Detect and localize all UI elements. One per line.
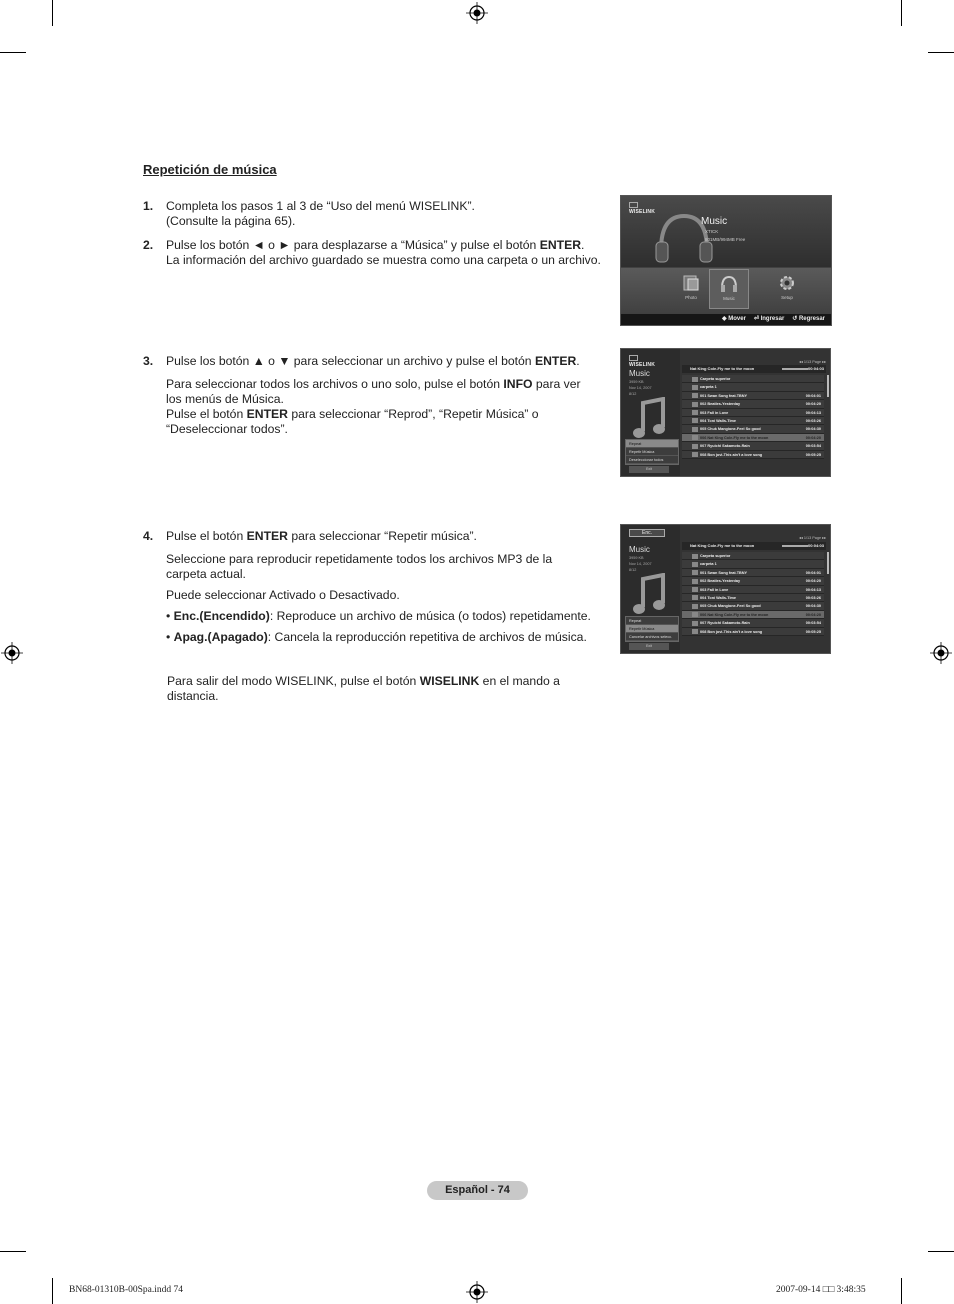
gear-icon — [777, 273, 797, 293]
step-4 — [143, 529, 603, 651]
crop-mark — [0, 52, 26, 53]
exit-button[interactable]: Exit — [629, 643, 669, 650]
now-playing — [682, 365, 826, 373]
exit-note — [167, 674, 587, 704]
device-name: XTICK — [705, 229, 719, 234]
option-deselect-all[interactable]: Deseleccionar todos — [626, 456, 678, 464]
step-text: para seleccionar “Repetir música”. — [287, 529, 477, 543]
headphones-icon — [719, 274, 739, 294]
menu-label: Music — [723, 296, 735, 301]
step-text: . — [576, 354, 580, 368]
screen-title: Music — [701, 216, 728, 227]
list-item[interactable]: 005 Chuk Mangione-Feel So good 00:04:30 — [682, 425, 824, 433]
progress-bar — [782, 368, 808, 370]
left-pane — [621, 349, 680, 476]
step-key: ENTER — [534, 354, 577, 368]
crop-mark — [928, 52, 954, 53]
step-text: Para seleccionar todos los archivos o uno solo, pulse el botón — [166, 377, 504, 391]
list-item[interactable]: carpeta 1 — [682, 383, 824, 391]
music-list-screen — [620, 348, 831, 477]
menu-setup[interactable] — [767, 269, 807, 309]
file-list-pane — [680, 525, 830, 653]
step-number: 1. — [143, 199, 154, 213]
step-text: Pulse los botón ◄ o ► para desplazarse a “Música” y pulse el botón — [166, 238, 540, 252]
music-note-icon — [633, 573, 667, 617]
list-item[interactable]: carpeta 1 — [682, 560, 824, 568]
option-repeat[interactable]: Repeat — [626, 440, 678, 448]
note-text: Para salir del modo WISELINK, pulse el botón — [167, 674, 420, 688]
list-item[interactable]: 008 Bon jovi-This ain't a love song 00:05:25 — [682, 451, 824, 459]
crop-mark — [928, 1251, 954, 1252]
page-number: Español - 74 — [427, 1181, 528, 1200]
note-key: WISELINK — [419, 674, 480, 688]
crop-mark — [901, 1278, 902, 1304]
step-key: ENTER — [246, 529, 288, 543]
options-popup — [625, 616, 679, 642]
music-note-icon — [633, 397, 667, 441]
scrollbar[interactable] — [827, 375, 829, 397]
file-size: 3959 KB — [629, 380, 644, 384]
menu-label: Photo — [685, 295, 697, 300]
list-item[interactable]: 003 Fall in Love 00:04:13 — [682, 586, 824, 594]
file-date: Nov 14, 2007 — [629, 562, 652, 566]
print-timestamp: 2007-09-14 □□ 3:48:35 — [776, 1285, 866, 1295]
menu-music[interactable] — [709, 269, 749, 309]
list-item[interactable]: 006 Nat King Cole-Fly me to the moon 00:04:20 — [682, 611, 824, 619]
file-rows — [682, 375, 824, 459]
file-list-pane — [680, 349, 830, 476]
page-indicator: ◂◂ 1/13 Page ▸▸ — [798, 536, 826, 540]
step-number: 2. — [143, 238, 154, 252]
menu-photo[interactable] — [671, 269, 711, 309]
step-text: Completa los pasos 1 al 3 de “Uso del menú WISELINK”. — [166, 199, 475, 213]
step-1 — [143, 199, 603, 229]
option-cancel-selected[interactable]: Cancelar archivos selecc. — [626, 633, 678, 641]
screen-title: Music — [629, 545, 650, 554]
step-text: para ver los menús de Música. — [166, 377, 581, 406]
list-item[interactable]: 004 Toni Walls-Time 00:03:26 — [682, 417, 824, 425]
nav-hints — [621, 314, 831, 325]
photo-icon — [681, 273, 701, 293]
list-item[interactable]: 001 Swan Song feat.TBNY 00:04:01 — [682, 392, 824, 400]
now-playing-title: Nat King Cole-Fly me to the moon — [690, 543, 755, 548]
section-title: Repetición de música — [143, 162, 277, 177]
step-key: ENTER — [539, 238, 582, 252]
now-playing-title: Nat King Cole-Fly me to the moon — [690, 366, 755, 371]
menu-icons — [649, 269, 829, 311]
scrollbar[interactable] — [827, 552, 829, 574]
file-date: Nov 14, 2007 — [629, 386, 652, 390]
wiselink-logo: WISELINK — [629, 202, 655, 215]
list-item[interactable]: 001 Swan Song feat.TBNY 00:04:01 — [682, 569, 824, 577]
file-rows — [682, 552, 824, 636]
registration-mark-icon — [1, 642, 23, 664]
exit-button[interactable]: Exit — [629, 466, 669, 473]
step-text: Pulse el botón — [166, 529, 247, 543]
progress-bar — [782, 545, 808, 547]
step-text: Pulse los botón ▲ o ▼ para seleccionar un archivo y pulse el botón — [166, 354, 535, 368]
list-item[interactable]: 006 Nat King Cole-Fly me to the moon 00:04:20 — [682, 434, 824, 442]
menu-label: Setup — [781, 295, 793, 300]
nav-hint: ⏎ Ingresar — [753, 316, 785, 322]
nav-hint: ↺ Regresar — [792, 316, 825, 322]
now-playing-time: 00:04:03 — [807, 543, 824, 548]
now-playing-time: 00:04:03 — [807, 366, 824, 371]
file-index: 8/12 — [629, 568, 637, 572]
list-item[interactable]: Carpeta superior — [682, 375, 824, 383]
step-3 — [143, 354, 603, 437]
free-space: 801MB/994MB Free — [705, 237, 746, 242]
step-number: 4. — [143, 529, 154, 543]
page-indicator: ◂◂ 1/13 Page ▸▸ — [798, 360, 826, 364]
list-item[interactable]: 003 Fall in Love 00:04:13 — [682, 409, 824, 417]
step-text: Seleccione para reproducir repetidamente todos los archivos MP3 de la carpeta actual. — [166, 552, 553, 581]
step-text: La información del archivo guardado se muestra como una carpeta o un archivo. — [166, 253, 601, 267]
list-item[interactable]: 005 Chuk Mangione-Feel So good 00:04:30 — [682, 602, 824, 610]
list-item[interactable]: 007 Ryuichi Sakamoto-Rain 00:03:54 — [682, 442, 824, 450]
list-item[interactable]: 004 Toni Walls-Time 00:03:26 — [682, 594, 824, 602]
file-index: 8/12 — [629, 392, 637, 396]
step-text: para seleccionar “Reprod”, “Repetir Música” o “Deseleccionar todos”. — [166, 407, 539, 436]
list-item[interactable]: 008 Bon jovi-This ain't a love song 00:05:25 — [682, 628, 824, 636]
screen-title: Music — [629, 369, 650, 378]
bullet: • — [166, 609, 174, 623]
nav-hint: ◆ Mover — [721, 316, 746, 322]
option-repeat[interactable]: Repeat — [626, 617, 678, 625]
registration-mark-icon — [466, 2, 488, 24]
step-number: 3. — [143, 354, 154, 368]
crop-mark — [0, 1251, 26, 1252]
step-text: (Consulte la página 65). — [166, 214, 296, 228]
step-key: ENTER — [246, 407, 288, 421]
crop-mark — [52, 0, 53, 26]
step-2 — [143, 238, 603, 268]
wiselink-main-screen — [620, 195, 832, 326]
wiselink-logo: WISELINK — [629, 355, 655, 368]
file-slug: BN68-01310B-00Spa.indd 74 — [69, 1285, 183, 1295]
list-item[interactable]: 002 Beatles-Yesterday 00:04:20 — [682, 577, 824, 585]
step-text: Puede seleccionar Activado o Desactivado. — [166, 588, 400, 602]
list-item[interactable]: 007 Ryuichi Sakamoto-Rain 00:03:54 — [682, 619, 824, 627]
registration-mark-icon — [466, 1281, 488, 1303]
list-item[interactable]: 002 Beatles-Yesterday 00:04:20 — [682, 400, 824, 408]
step-text: Pulse el botón — [166, 407, 247, 421]
crop-mark — [901, 0, 902, 26]
bullet: • — [166, 630, 174, 644]
option-desc: : Reproduce un archivo de música (o todos) repetidamente. — [269, 609, 591, 623]
option-name: Enc.(Encendido) — [173, 609, 270, 623]
left-pane — [621, 525, 680, 653]
step-key: INFO — [503, 377, 533, 391]
option-desc: : Cancela la reproducción repetitiva de archivos de música. — [267, 630, 587, 644]
option-name: Apag.(Apagado) — [173, 630, 268, 644]
options-popup — [625, 439, 679, 465]
option-repeat-music[interactable]: Repetir Música — [626, 448, 678, 456]
repeat-status-badge: Enc. — [629, 529, 665, 537]
option-repeat-music[interactable]: Repetir Música — [626, 625, 678, 633]
list-item[interactable]: Carpeta superior — [682, 552, 824, 560]
registration-mark-icon — [930, 642, 952, 664]
note-text: en el mando a distancia. — [167, 674, 560, 703]
crop-mark — [52, 1278, 53, 1304]
step-text: . — [581, 238, 585, 252]
music-list-repeat-screen — [620, 524, 831, 654]
now-playing — [682, 542, 826, 550]
file-size: 3959 KB — [629, 556, 644, 560]
